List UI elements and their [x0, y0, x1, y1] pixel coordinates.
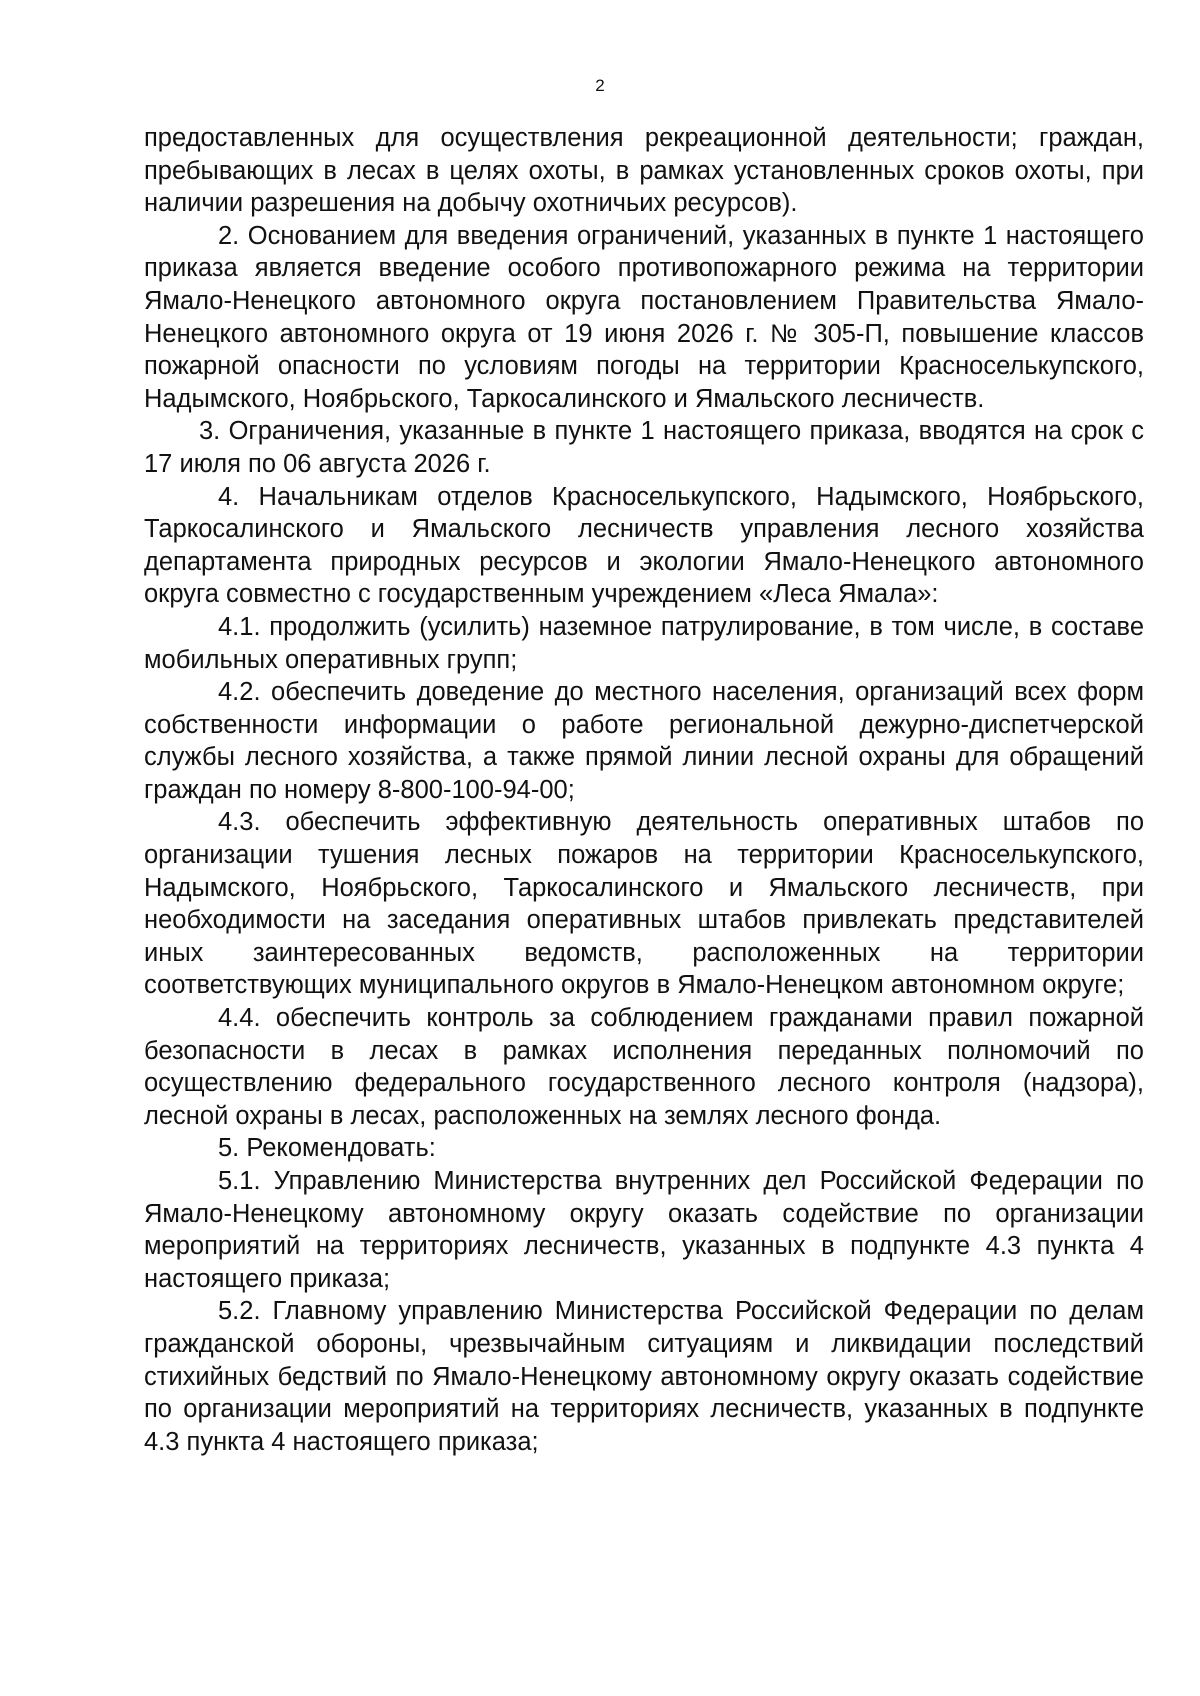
paragraph-continuation: предоставленных для осуществления рекреационной деятельности; граждан, пребывающих в лесах в целях охоты, в рамках установленных сроков охоты, при наличии разрешения на добычу охотничьих ресурсов). [144, 124, 1144, 218]
paragraph-item-5: 5. Рекомендовать: [218, 1134, 436, 1163]
paragraph-item-4-1: 4.1. продолжить (усилить) наземное патрулирование, в том числе, в составе мобильных оперативных групп; [144, 612, 1144, 674]
paragraph-item-5-1: 5.1. Управлению Министерства внутренних дел Российской Федерации по Ямало-Ненецкому автономному округу оказать содействие по организации мероприятий на территориях лесничеств, указанных в подпункте 4.3 пункта 4 настоящего приказа; [144, 1167, 1144, 1293]
paragraph-item-5-2: 5.2. Главному управлению Министерства Российской Федерации по делам гражданской обороны, чрезвычайным ситуациям и ликвидации последствий стихийных бедствий по Ямало-Ненецкому автономному округу оказать содействие по организации мероприятий на территориях лесничеств, указанных в подпункте 4.3 пункта 4 настоящего приказа; [144, 1297, 1144, 1456]
paragraph-item-3: 3. Ограничения, указанные в пункте 1 настоящего приказа, вводятся на срок с 17 июля по 06 августа 2026 г. [144, 417, 1144, 478]
paragraph-item-4-4: 4.4. обеспечить контроль за соблюдением гражданами правил пожарной безопасности в лесах в рамках исполнения переданных полномочий по осуществлению федерального государственного лесного контроля (надзора), лесной охраны в лесах, расположенных на землях лесного фонда. [144, 1004, 1144, 1130]
page-number: 2 [595, 76, 605, 95]
paragraph-item-4-2: 4.2. обеспечить доведение до местного населения, организаций всех форм собственности информации о работе региональной дежурно-диспетчерской службы лесного хозяйства, а также прямой линии лесной охраны для обращений граждан по номеру 8-800-100-94-00; [144, 678, 1144, 804]
document-body [144, 122, 1144, 1458]
paragraph-item-4-3: 4.3. обеспечить эффективную деятельность оперативных штабов по организации тушения лесных пожаров на территории Красноселькупского, Надымского, Ноябрьского, Таркосалинского и Ямальского лесничеств, при необходимости на заседания оперативных штабов привлекать представителей иных заинтересованных ведомств, расположенных на территории соответствующих муниципального округов в Ямало-Ненецком автономном округе; [144, 808, 1144, 1000]
paragraph-item-4: 4. Начальникам отделов Красноселькупского, Надымского, Ноябрьского, Таркосалинского и Ямальского лесничеств управления лесного хозяйства департамента природных ресурсов и экологии Ямало-Ненецкого автономного округа совместно с государственным учреждением «Леса Ямала»: [144, 482, 1144, 609]
paragraph-item-2: 2. Основанием для введения ограничений, указанных в пункте 1 настоящего приказа является введение особого противопожарного режима на территории Ямало-Ненецкого автономного округа постановлением Правительства Ямало-Ненецкого автономного округа от 19 июня 2026 г. № 305-П, повышение классов пожарной опасности по условиям погоды на территории Красноселькупского, Надымского, Ноябрьского, Таркосалинского и Ямальского лесничеств. [144, 221, 1144, 413]
